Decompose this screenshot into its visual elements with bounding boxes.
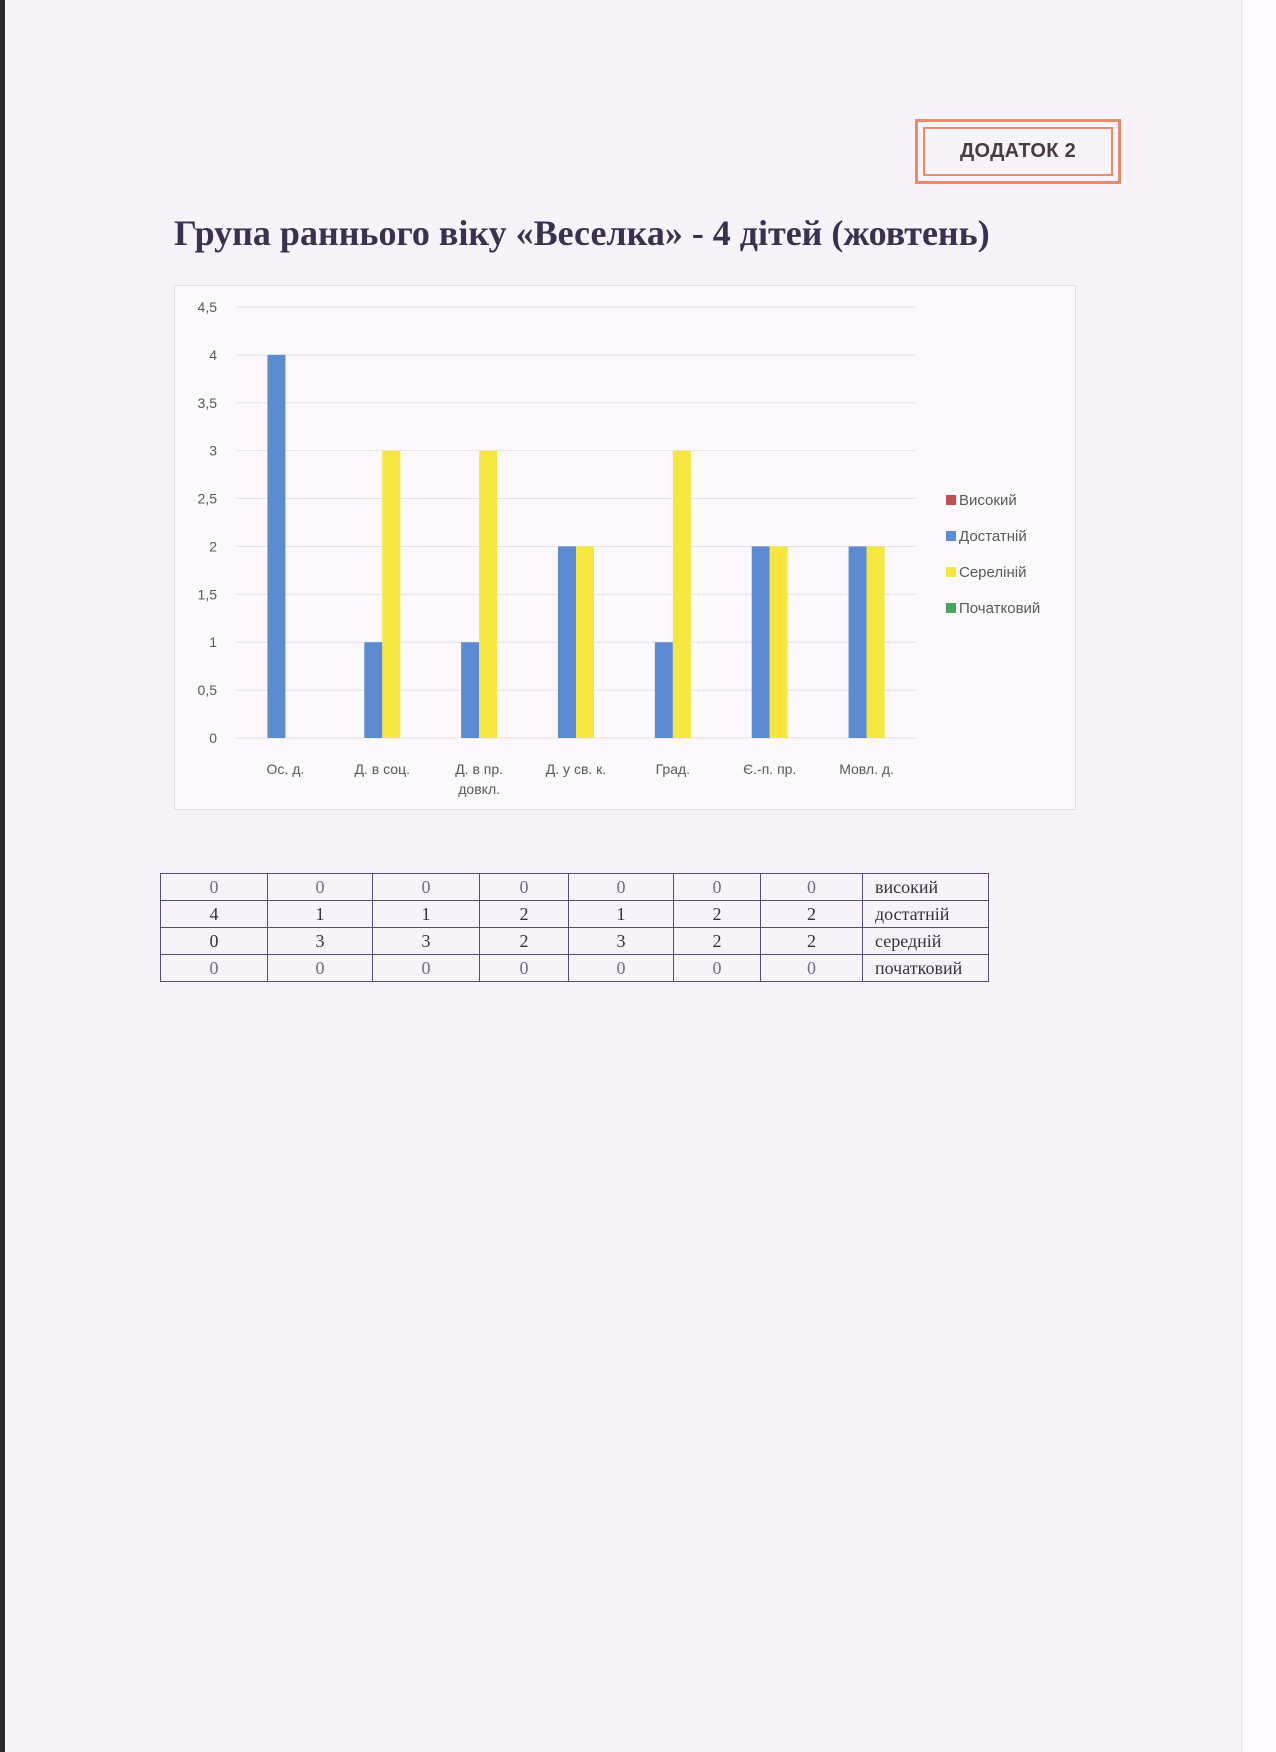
bar-chart — [175, 286, 1077, 811]
x-tick-label: Д. в пр. — [455, 761, 504, 777]
legend-item-average — [946, 554, 1040, 590]
table-cell: 1 — [268, 901, 373, 928]
table-cell: 3 — [373, 928, 480, 955]
chart-legend — [946, 482, 1040, 626]
legend-swatch-initial — [946, 603, 956, 613]
x-tick-label: Д. в соц. — [354, 761, 411, 777]
chart-frame — [174, 285, 1076, 810]
table-cell: 0 — [674, 955, 761, 982]
table-row-label: високий — [863, 874, 989, 901]
appendix-box — [915, 119, 1121, 184]
table-cell: 3 — [569, 928, 674, 955]
table-cell: 3 — [268, 928, 373, 955]
y-tick-label: 3,5 — [197, 394, 217, 411]
bar-average — [770, 546, 788, 738]
table-cell: 1 — [569, 901, 674, 928]
table-cell: 1 — [373, 901, 480, 928]
table-cell: 0 — [674, 874, 761, 901]
legend-item-sufficient — [946, 518, 1040, 554]
table-row-label: достатній — [863, 901, 989, 928]
legend-label-initial: Початковий — [959, 599, 1041, 617]
bar-sufficient — [849, 546, 867, 738]
legend-label-average: Сереліній — [959, 563, 1027, 581]
table-cell: 0 — [161, 928, 268, 955]
legend-item-high — [946, 482, 1040, 518]
table-row-average — [161, 928, 989, 955]
bar-average — [867, 546, 885, 738]
appendix-label: ДОДАТОК 2 — [923, 127, 1113, 176]
legend-item-initial — [946, 590, 1040, 626]
legend-swatch-high — [946, 495, 956, 505]
y-tick-label: 4 — [209, 346, 217, 363]
x-tick-label: Д. у св. к. — [545, 761, 607, 777]
table-cell: 0 — [268, 874, 373, 901]
table-cell: 2 — [761, 928, 863, 955]
table-row-initial — [161, 955, 989, 982]
table-cell: 0 — [569, 955, 674, 982]
bar-sufficient — [558, 546, 576, 738]
x-tick-label: довкл. — [458, 781, 501, 797]
table-cell: 0 — [373, 874, 480, 901]
x-tick-label: Ос. д. — [266, 761, 305, 777]
bar-sufficient — [267, 355, 285, 738]
table-cell: 0 — [161, 874, 268, 901]
table-cell: 2 — [480, 928, 569, 955]
bar-sufficient — [752, 546, 770, 738]
x-tick-label: Мовл. д. — [839, 761, 894, 777]
y-tick-label: 0 — [209, 730, 217, 746]
table-cell: 0 — [373, 955, 480, 982]
table-cell: 0 — [161, 955, 268, 982]
table-cell: 0 — [480, 874, 569, 901]
y-tick-label: 3 — [209, 442, 217, 459]
y-tick-label: 1 — [209, 634, 217, 651]
legend-label-sufficient: Достатній — [959, 527, 1027, 545]
table-cell: 0 — [761, 955, 863, 982]
y-tick-label: 1,5 — [197, 586, 217, 603]
bar-sufficient — [461, 642, 479, 738]
table-row-sufficient — [161, 901, 989, 928]
table-cell: 0 — [268, 955, 373, 982]
table-cell: 4 — [161, 901, 268, 928]
y-tick-label: 0,5 — [197, 682, 217, 699]
x-tick-label: Град. — [655, 761, 691, 777]
table-cell: 0 — [480, 955, 569, 982]
table-cell: 2 — [761, 901, 863, 928]
bar-average — [479, 451, 497, 738]
bar-sufficient — [364, 642, 382, 738]
table-cell: 2 — [674, 928, 761, 955]
table-cell: 2 — [480, 901, 569, 928]
scan-left-edge — [0, 0, 5, 1752]
scan-right-strip — [1241, 0, 1276, 1752]
bar-average — [382, 451, 400, 738]
table-cell: 0 — [569, 874, 674, 901]
y-tick-label: 2 — [209, 538, 217, 555]
y-tick-label: 2,5 — [197, 490, 217, 507]
y-tick-label: 4,5 — [197, 299, 217, 315]
legend-swatch-sufficient — [946, 531, 956, 541]
table-cell: 2 — [674, 901, 761, 928]
table-row-high — [161, 874, 989, 901]
x-tick-label: Є.-п. пр. — [743, 761, 797, 777]
bar-average — [673, 451, 691, 738]
bar-average — [576, 546, 594, 738]
data-table — [160, 873, 989, 982]
table-cell: 0 — [761, 874, 863, 901]
legend-label-high: Високий — [959, 491, 1017, 509]
page-title: Група раннього віку «Веселка» - 4 дітей (жовтень) — [174, 213, 990, 253]
legend-swatch-average — [946, 567, 956, 577]
table-row-label: початковий — [863, 955, 989, 982]
bar-sufficient — [655, 642, 673, 738]
table-row-label: середній — [863, 928, 989, 955]
